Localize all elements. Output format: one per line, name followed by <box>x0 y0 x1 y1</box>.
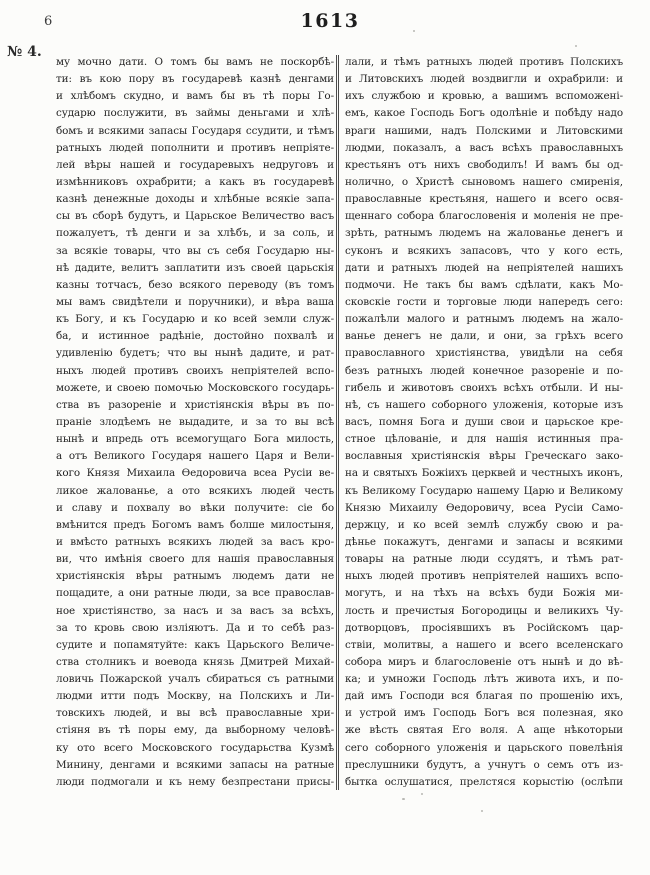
text-line: держцу, и ко всей землѣ службу свою и ра- <box>345 518 623 531</box>
text-line: зрѣть, ратнымъ людемъ на жалованье денегъ и <box>345 227 623 240</box>
text-line: товары на ратные люди ссудятъ, и тѣмъ рат- <box>345 553 623 566</box>
page-title: 1613 <box>300 10 360 32</box>
text-line: дотворцовъ, просіявшихъ въ Російскомъ цар- <box>345 621 623 634</box>
text-line: безъ ратныхъ людей конечное разореніе и по- <box>345 364 623 377</box>
page-number: 6 <box>44 14 53 29</box>
text-line: къ Великому Государю нашему Царю и Великому <box>345 484 623 497</box>
text-line: Минину, денгами и всякими запасы на ратные <box>56 758 334 771</box>
column-divider <box>336 55 339 790</box>
text-line: стное цѣлованіе, и для нашія истинныя пра- <box>345 433 623 446</box>
text-line: пожалѣли малого и ратнымъ людемъ на жало- <box>345 313 623 326</box>
scan-speck <box>575 45 577 47</box>
scan-speck <box>402 798 405 800</box>
text-line: за всякіе товары, что вы съ себя Государю ны- <box>56 244 334 257</box>
text-line: удивленію будетъ; что вы нынѣ дадите, и рат- <box>56 347 334 360</box>
text-line: кого Князя Михаила Ѳедоровича всеа Русіи ве- <box>56 467 334 480</box>
text-line: лей вѣры нашей и государевыхъ недруговъ и <box>56 158 334 171</box>
text-line: за то кровь свою изліяютъ. Да и то себѣ раз- <box>56 621 334 634</box>
text-line: дати и ратныхъ людей на непріятелей нашихъ <box>345 261 623 274</box>
text-line: и устрой имъ Господь Богъ вся полезная, яко <box>345 707 623 720</box>
text-line: товскихъ людей, и вы всѣ православные хри- <box>56 707 334 720</box>
text-line: щеннаго собора благословенія и моленія не пре- <box>345 210 623 223</box>
text-line: на и святыхъ Божіихъ церквей и честныхъ иконъ, <box>345 467 623 480</box>
text-line: вославныя христіянскія вѣры Греческаго зако- <box>345 450 623 463</box>
text-line: дай имъ Господи вся благая по прошенію ихъ, <box>345 690 623 703</box>
text-line: крестьянъ отъ нихъ свободилъ! И вамъ бы од- <box>345 158 623 171</box>
text-line: православного христіянства, увидѣли на себя <box>345 347 623 360</box>
text-line: христіянскія вѣры ратнымъ людемъ дати не <box>56 570 334 583</box>
text-line: ства столникъ и воевода князь Дмитрей Михай- <box>56 655 334 668</box>
text-line: судите и попамятуйте: какъ Царьского Величе- <box>56 638 334 651</box>
right-column <box>345 54 623 791</box>
text-line: сы въ сборѣ будутъ, и Царьское Величество васъ <box>56 210 334 223</box>
text-line: ныхъ людей противъ своихъ непріятелей вспо- <box>56 364 334 377</box>
text-line: православные крестьяня, нашего и всего освя- <box>345 193 623 206</box>
text-line: подмочи. Не такъ бы вамъ сдѣлати, какъ Мо- <box>345 278 623 291</box>
text-line: преслушники будутъ, а учнутъ о семъ отъ из- <box>345 758 623 771</box>
text-line: ванье денегъ не дали, и они, за грѣхъ всего <box>345 330 623 343</box>
text-line: а отъ Великого Государя нашего Царя и Вели- <box>56 450 334 463</box>
text-line: ловичь Пожарской учалъ сбираться съ ратными <box>56 673 334 686</box>
text-line: нѣ дадите, велитъ заплатити изъ своей царьскія <box>56 261 334 274</box>
text-line: ихъ службою и кровью, а вашимъ вспоможені- <box>345 90 623 103</box>
margin-document-number: № 4. <box>7 44 42 60</box>
text-line: сударю послужити, въ займы деньгами и хлѣ- <box>56 107 334 120</box>
text-line: ныхъ людей противъ непріятелей нашихъ вспо- <box>345 570 623 583</box>
text-line: и хлѣбомъ скудно, и вамъ бы въ тѣ поры Го- <box>56 90 334 103</box>
scan-speck <box>481 810 483 812</box>
text-line: и славу и похвалу во вѣки получите: сіе бо <box>56 501 334 514</box>
text-line: же вѣсть святая Его воля. А аще нѣкоторыи <box>345 724 623 737</box>
text-line: враги нашими, надъ Полскими и Литовскими <box>345 124 623 137</box>
text-line: нынѣ и впредь отъ всемогущаго Бога милость, <box>56 433 334 446</box>
text-line: казнѣ денежные доходы и хлѣбные всякіе запа- <box>56 193 334 206</box>
text-line: гибель и животовъ своихъ всѣхъ отбыли. И ны- <box>345 381 623 394</box>
left-column <box>56 54 334 791</box>
text-line: къ Богу, и къ Государю и ко всей земли служ- <box>56 313 334 326</box>
text-line: могутъ, и на тѣхъ на всѣхъ буди Божія ми- <box>345 587 623 600</box>
text-line: ви, что имѣнія своего для нашія православныя <box>56 553 334 566</box>
text-line: пощадите, а они ратные люди, за все православ- <box>56 587 334 600</box>
text-line: собора миръ и благословеніе отъ нынѣ и до вѣ- <box>345 655 623 668</box>
text-line: ка; и умножи Господь лѣтъ живота ихъ, и по- <box>345 673 623 686</box>
text-line: ликое жалованье, а ото всякихъ людей честь <box>56 484 334 497</box>
text-line: дѣнье покажутъ, денгами и запасы и всякими <box>345 535 623 548</box>
text-line: бомъ и всякими запасы Государя ссудити, и тѣмъ <box>56 124 334 137</box>
scan-speck <box>413 30 415 32</box>
text-line: ства въ разореніе и христіянскія вѣры въ по- <box>56 398 334 411</box>
text-line: праніе злодѣемъ не выдадите, и за то вы всѣ <box>56 415 334 428</box>
text-line: нѣ, съ нашего соборного уложенія, которые изъ <box>345 398 623 411</box>
text-line: ное христіянство, за насъ и за васъ за всѣхъ, <box>56 604 334 617</box>
text-line: ти: въ кою пору въ государевѣ казнѣ денгами <box>56 73 334 86</box>
text-line: лали, и тѣмъ ратныхъ людей противъ Полскихъ <box>345 56 623 68</box>
text-line: ба, и истинное радѣніе, достойно похвалѣ и <box>56 330 334 343</box>
text-line: сковскіе гости и торговые люди напередъ сего: <box>345 295 623 308</box>
text-line: ратныхъ людей пополнити и противъ непріяте- <box>56 141 334 154</box>
text-line: лость и пречистыя Богородицы и великихъ Чу- <box>345 604 623 617</box>
text-line: ствіи, молитвы, а нашего и всего вселенскаго <box>345 638 623 651</box>
text-line: стіяня въ тѣ поры ему, да выборному человѣ- <box>56 724 334 737</box>
text-line: и вмѣсто ратныхъ всякихъ людей за васъ кро- <box>56 535 334 548</box>
text-line: ку ото всего Московского государьства Кузмѣ <box>56 741 334 754</box>
text-line: суконъ и всякихъ запасовъ, что у кого есть, <box>345 244 623 257</box>
text-line: васъ, помня Бога и души свои и царьское кре- <box>345 415 623 428</box>
text-line: вмѣнится предъ Богомъ вамъ болше милостыня, <box>56 518 334 531</box>
text-line: мы вамъ свидѣтели и поручники), и вѣра ваша <box>56 295 334 308</box>
text-line: сего соборного уложенія и царьского повелѣнія <box>345 741 623 754</box>
text-line: му мочно дати. О томъ бы вамъ не поскорбѣ- <box>56 56 334 68</box>
text-line: бытка ослушатися, прелстяся корыстію (ослѣпи <box>345 775 623 788</box>
text-line: люди подмогали и къ нему безпрестани присы- <box>56 775 334 788</box>
text-line: людми итти подъ Москву, на Полскихъ и Ли- <box>56 690 334 703</box>
text-line: людми, показалъ, а васъ всѣхъ православныхъ <box>345 141 623 154</box>
text-line: и Литовскихъ людей воздвигли и охрабрили: и <box>345 73 623 86</box>
text-line: нолично, о Христѣ сыновомъ нашего смиренія, <box>345 175 623 188</box>
text-line: Князю Михаилу Ѳедоровичу, всеа Русіи Само- <box>345 501 623 514</box>
text-line: измѣнниковъ охрабрити; а какъ въ государевѣ <box>56 175 334 188</box>
text-line: пожалуетъ, тѣ денги и за хлѣбъ, и за соль, и <box>56 227 334 240</box>
text-line: можете, и своею помочью Московского государь- <box>56 381 334 394</box>
text-line: казны тотчасъ, безо всякого переводу (въ томъ <box>56 278 334 291</box>
scan-speck <box>421 793 423 795</box>
text-line: емъ, какое Господь Богъ одолѣніе и побѣду надо <box>345 107 623 120</box>
